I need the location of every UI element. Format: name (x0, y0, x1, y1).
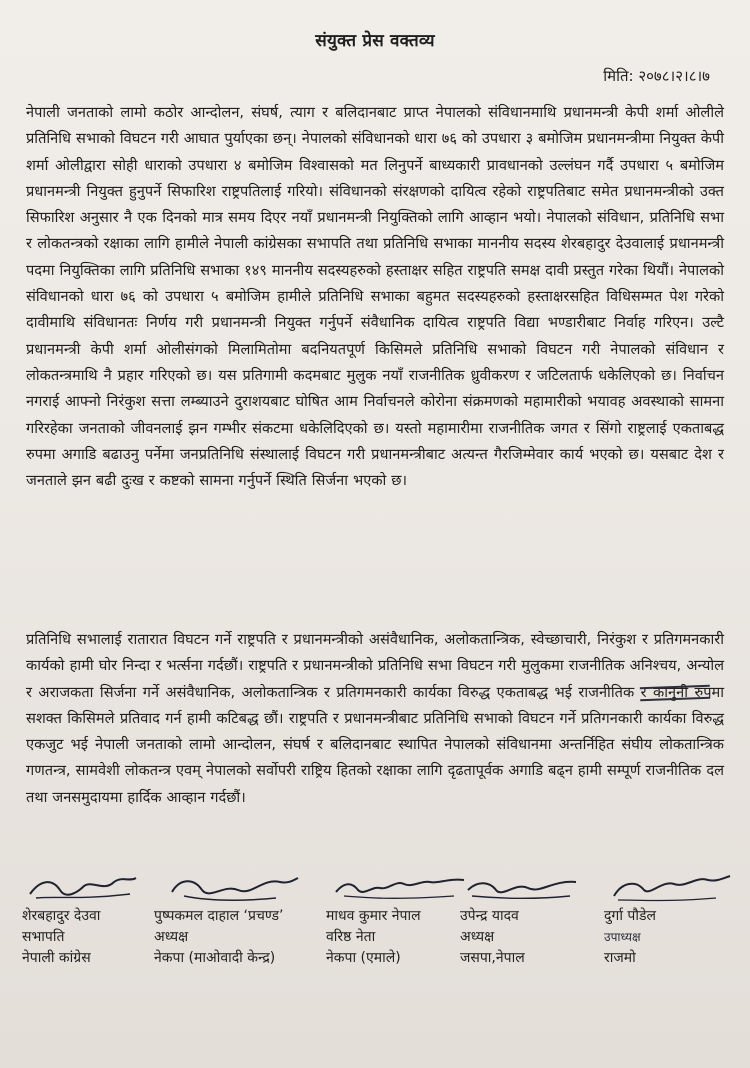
signatory-2-name: पुष्पकमल दाहाल ‘प्रचण्ड’ (154, 908, 284, 924)
statement-paragraph-2: प्रतिनिधि सभालाई रातारात विघटन गर्ने राष्ट्रपति र प्रधानमन्त्रीको असंवैधानिक, अलोकतान्त्रिक, स्वेच्छाचारी, निरंकुश र प्रतिगमनकारी कार्यको हामी घोर निन्दा र भर्त्सना गर्दछौं। राष्ट्रपति र प्रधानमन्त्रीको प्रतिनिधि सभा विघटन गरी मुलुकमा राजनीतिक अनिश्चय, अन्योल र अराजकता सिर्जना गर्ने असंवैधानिक, अलोकतान्त्रिक र प्रतिगमनकारी कार्यका विरुद्ध एकताबद्ध भई राजनीतिक र कानुनी रुपमा सशक्त किसिमले प्रतिवाद गर्न हामी कटिबद्ध छौं। राष्ट्रपति र प्रधानमन्त्रीबाट प्रतिनिधि सभाको विघटन गर्ने प्रतिगनकारी कार्यका विरुद्ध एकजुट भई नेपाली जनताको लामो आन्दोलन, संघर्ष र बलिदानबाट स्थापित नेपालको संविधानमा अन्तर्निहित संघीय लोकतान्त्रिक गणतन्त्र, सामवेशी लोकतन्त्र एवम् नेपालको सर्वोपरी राष्ट्रिय हितको रक्षाका लागि दृढतापूर्वक अगाडि बढ्न हामी सम्पूर्ण राजनीतिक दल तथा जनसमुदायमा हार्दिक आव्हान गर्दछौं। (26, 631, 724, 806)
signatory-1-name: शेरबहादुर देउवा (22, 908, 101, 924)
signature-scribble-1 (22, 872, 142, 906)
signatory-4-role: अध्यक्ष (460, 929, 495, 945)
strike-through-mark (640, 685, 710, 701)
signatory-5 (604, 872, 750, 969)
signatory-4-party: जसपा,नेपाल (460, 950, 525, 966)
signatory-4-name: उपेन्द्र यादव (460, 908, 519, 924)
signature-scribble-5 (604, 872, 734, 906)
signatory-2-role: अध्यक्ष (154, 929, 189, 945)
signature-block (22, 872, 730, 1012)
signatory-2-party: नेकपा (माओवादी केन्द्र) (154, 950, 276, 966)
signatory-1 (22, 872, 172, 969)
signatory-5-party: राजमो (604, 950, 636, 966)
signatory-1-role: सभापति (22, 929, 65, 945)
signatory-3-party: नेकपा (एमाले) (326, 950, 401, 966)
signatory-3 (326, 872, 476, 969)
signatory-5-name: दुर्गा पौडेल (604, 908, 656, 924)
signature-scribble-3 (326, 872, 476, 906)
document-date: मिति: २०७८।२।८।७ (603, 67, 710, 85)
statement-paragraph-1: नेपाली जनताको लामो कठोर आन्दोलन, संघर्ष, त्याग र बलिदानबाट प्राप्त नेपालको संविधानमाथि प्रधानमन्त्री केपी शर्मा ओलीले प्रतिनिधि सभाको विघटन गरी आघात पुर्याएका छन्। नेपालको संविधानको धारा ७६ को उपधारा ३ बमोजिम प्रधानमन्त्रीमा नियुक्त केपी शर्मा ओलीद्वारा सोही धाराको उपधारा ४ बमोजिम विश्वासको मत लिनुपर्ने बाध्यकारी प्रावधानको उल्लंघन गर्दै उपधारा ५ बमोजिम प्रधानमन्त्री नियुक्त हुनुपर्ने सिफारिश राष्ट्रपतिलाई गरियो। संविधानको संरक्षणको दायित्व रहेको राष्ट्रपतिबाट समेत प्रधानमन्त्रीको उक्त सिफारिश अनुसार नै एक दिनको मात्र समय दिएर नयाँ प्रधानमन्त्री नियुक्तिको लागि आव्हान भयो। नेपालको संविधान, प्रतिनिधि सभा र लोकतन्त्रको रक्षाका लागि हामीले नेपाली कांग्रेसका सभापति तथा प्रतिनिधि सभाका माननीय सदस्य शेरबहादुर देउवालाई प्रधानमन्त्री पदमा नियुक्तिका लागि प्रतिनिधि सभाका १४९ माननीय सदस्यहरुको हस्ताक्षर सहित राष्ट्रपति समक्ष दावी प्रस्तुत गरेका थियौं। नेपालको संविधानको धारा ७६ को उपधारा ५ बमोजिम हामीले प्रतिनिधि सभाका बहुमत सदस्यहरुको हस्ताक्षरसहित विधिसम्मत पेश गरेको दावीमाथि संविधानतः निर्णय गरी प्रधानमन्त्री नियुक्त गर्नुपर्ने संवैधानिक दायित्व राष्ट्रपति विद्या भण्डारीबाट निर्वाह गरिएन। उल्टै प्रधानमन्त्री केपी शर्मा ओलीसंगको मिलामितोमा बदनियतपूर्ण किसिमले प्रतिनिधि सभाको विघटन गरी नेपालको संविधान र लोकतन्त्रमाथि नै प्रहार गरिएको छ। यस प्रतिगामी कदमबाट मुलुक नयाँ राजनीतिक ध्रुवीकरण र जटिलतार्फ धकेलिएको छ। निर्वाचन नगराई आफ्नो निरंकुश सत्ता लम्ब्याउने दुराशयबाट घोषित आम निर्वाचनले कोरोना संक्रमणको महामारीको भयावह अवस्थाको सामना गरिरहेका जनताको जीवनलाई झन गम्भीर संकटमा धकेलिदिएको छ। यस्तो महामारीमा राजनीतिक जगत र सिंगो राष्ट्रलाई एकताबद्ध रुपमा अगाडि बढाउनु पर्नेमा जनप्रतिनिधि संस्थालाई विघटन गरी प्रधानमन्त्रीबाट अत्यन्त गैरजिम्मेवार कार्य भएको छ। यसबाट देश र जनताले झन बढी दुःख र कष्टको सामना गर्नुपर्ने स्थिति सिर्जना भएको छ। (26, 104, 724, 490)
signatory-3-role: वरिष्ठ नेता (326, 929, 376, 945)
signatory-1-party: नेपाली कांग्रेस (22, 950, 91, 966)
document-title: संयुक्त प्रेस वक्तव्य (315, 31, 435, 51)
signatory-5-role: उपाध्यक्ष (604, 930, 641, 944)
signatory-2 (154, 872, 304, 969)
signature-scribble-4 (460, 872, 590, 906)
signatory-4 (460, 872, 610, 969)
signatory-3-name: माधव कुमार नेपाल (326, 908, 421, 924)
signature-scribble-2 (154, 872, 304, 906)
